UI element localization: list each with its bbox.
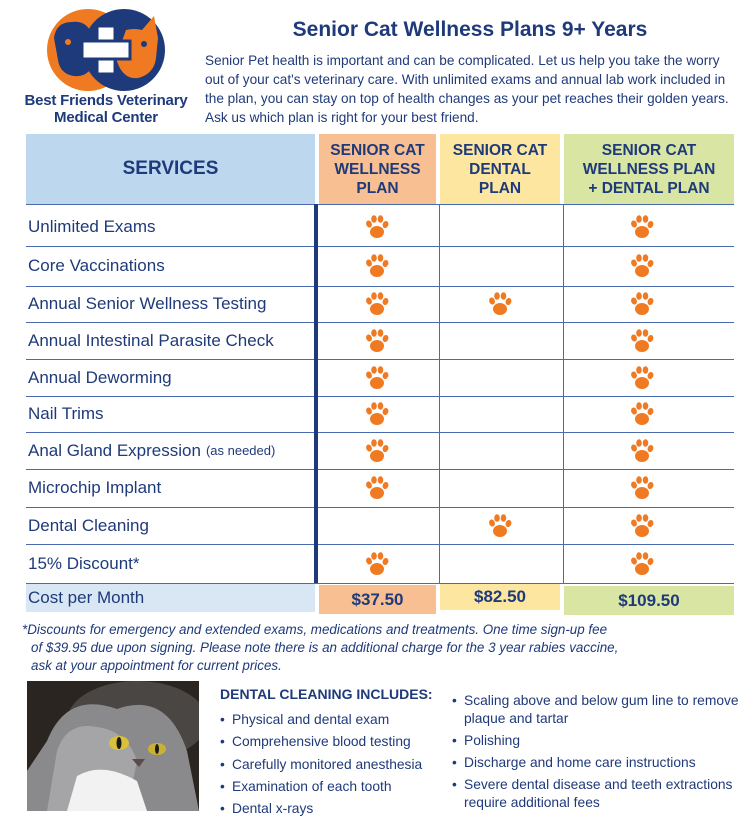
footnote-line1: *Discounts for emergency and extended exams, medications and treatments. One time sign-up fee — [22, 622, 608, 637]
paw-print-icon — [365, 291, 389, 317]
services-column-divider — [314, 204, 318, 583]
header-combo-line3: + DENTAL PLAN — [588, 179, 710, 197]
service-name: Core Vaccinations — [28, 256, 165, 275]
dental-list-item: • Comprehensive blood testing — [220, 731, 422, 753]
service-name: Nail Trims — [28, 404, 104, 423]
paw-print-icon — [630, 328, 654, 354]
paw-print-icon — [630, 475, 654, 501]
header-wellness-line3: PLAN — [356, 179, 399, 197]
header-dental-line3: PLAN — [478, 179, 522, 197]
footnote — [22, 621, 734, 675]
service-row-label — [28, 246, 165, 286]
header-wellness-plan — [319, 134, 436, 204]
cost-dental: $82.50 — [440, 583, 560, 610]
paw-print-icon — [630, 365, 654, 391]
cat-photo — [27, 681, 199, 811]
paw-print-icon — [365, 214, 389, 240]
gray-cat-icon — [27, 681, 199, 811]
dental-list-item: • Physical and dental exam — [220, 709, 422, 731]
dental-list-left — [220, 709, 422, 820]
header-services — [26, 134, 315, 204]
service-name: Unlimited Exams — [28, 217, 156, 236]
row-divider — [26, 204, 734, 205]
intro-paragraph: Senior Pet health is important and can be complicated. Let us help you take the worry out of your cat's veterinary care. With unlimited exams and annual lab work included in the plan, you can stay on top of health changes as your pet reaches their golden years. Ask us which plan is right for your best friend. — [205, 53, 729, 125]
header-services-label: SERVICES — [122, 158, 219, 179]
paw-print-icon — [365, 551, 389, 577]
dental-list-right — [452, 692, 742, 816]
dental-list-item: • Examination of each tooth — [220, 776, 422, 798]
row-divider — [26, 583, 734, 584]
dental-list-item: • Scaling above and below gum line to remove plaque and tartar — [452, 692, 742, 728]
paw-print-icon — [365, 401, 389, 427]
service-note: (as needed) — [205, 443, 276, 458]
page-title: Senior Cat Wellness Plans 9+ Years — [292, 18, 648, 41]
service-name: 15% Discount* — [28, 553, 140, 573]
cost-wellness: $37.50 — [319, 585, 436, 614]
service-row-label — [28, 544, 140, 583]
dental-list-item: • Polishing — [452, 732, 742, 750]
service-row-label — [28, 322, 274, 359]
service-row-label — [28, 286, 266, 322]
footnote-line3: ask at your appointment for current prices. — [31, 658, 282, 673]
service-name: Annual Senior Wellness Testing — [28, 294, 267, 313]
plans-table — [26, 134, 734, 614]
service-row-label — [28, 359, 172, 396]
cost-combo: $109.50 — [564, 586, 734, 615]
service-row-label — [28, 208, 156, 246]
header-dental-line1: SENIOR CAT — [452, 141, 548, 159]
dental-includes-title: DENTAL CLEANING INCLUDES: — [220, 686, 433, 702]
paw-print-icon — [365, 328, 389, 354]
header-wellness-line2: WELLNESS — [334, 160, 421, 178]
header-wellness-line1: SENIOR CAT — [330, 141, 425, 159]
row-divider — [26, 396, 734, 397]
service-row-label — [28, 432, 275, 469]
paw-print-icon — [365, 438, 389, 464]
service-row-label — [28, 507, 149, 544]
logo-line1: Best Friends Veterinary — [24, 92, 188, 109]
clinic-logo — [22, 8, 190, 130]
paw-print-icon — [630, 214, 654, 240]
paw-print-icon — [488, 513, 512, 539]
header-combo-line1: SENIOR CAT — [601, 141, 697, 159]
header-dental-plan — [440, 134, 560, 204]
paw-print-icon — [630, 513, 654, 539]
paw-print-icon — [365, 475, 389, 501]
cost-per-month-label: Cost per Month — [26, 583, 315, 612]
service-name: Annual Intestinal Parasite Check — [28, 330, 274, 350]
column-divider — [439, 204, 440, 583]
dental-list-item: • Severe dental disease and teeth extractions require additional fees — [452, 776, 742, 812]
dental-list-item: • Carefully monitored anesthesia — [220, 754, 422, 776]
header-combo-plan — [564, 134, 734, 204]
service-name: Microchip Implant — [28, 478, 162, 497]
service-row-label — [28, 396, 104, 432]
paw-print-icon — [630, 291, 654, 317]
paw-print-icon — [488, 291, 512, 317]
footnote-line2: of $39.95 due upon signing. Please note there is an additional charge for the 3 year rabies vaccine, — [31, 640, 619, 655]
dental-list-item: • Dental x-rays — [220, 798, 422, 820]
logo-line2: Medical Center — [54, 109, 158, 126]
paw-print-icon — [630, 551, 654, 577]
column-divider — [563, 204, 564, 583]
paw-print-icon — [365, 365, 389, 391]
dental-list-item: • Discharge and home care instructions — [452, 754, 742, 772]
paw-print-icon — [630, 438, 654, 464]
service-name: Dental Cleaning — [28, 515, 149, 535]
header-dental-line2: DENTAL — [469, 160, 531, 178]
service-name: Anal Gland Expression — [28, 440, 201, 460]
dog-cat-cross-logo-icon — [46, 8, 166, 92]
paw-print-icon — [365, 253, 389, 279]
service-name: Annual Deworming — [28, 367, 172, 387]
header-combo-line2: WELLNESS PLAN — [582, 160, 716, 178]
paw-print-icon — [630, 253, 654, 279]
service-row-label — [28, 469, 161, 507]
paw-print-icon — [630, 401, 654, 427]
